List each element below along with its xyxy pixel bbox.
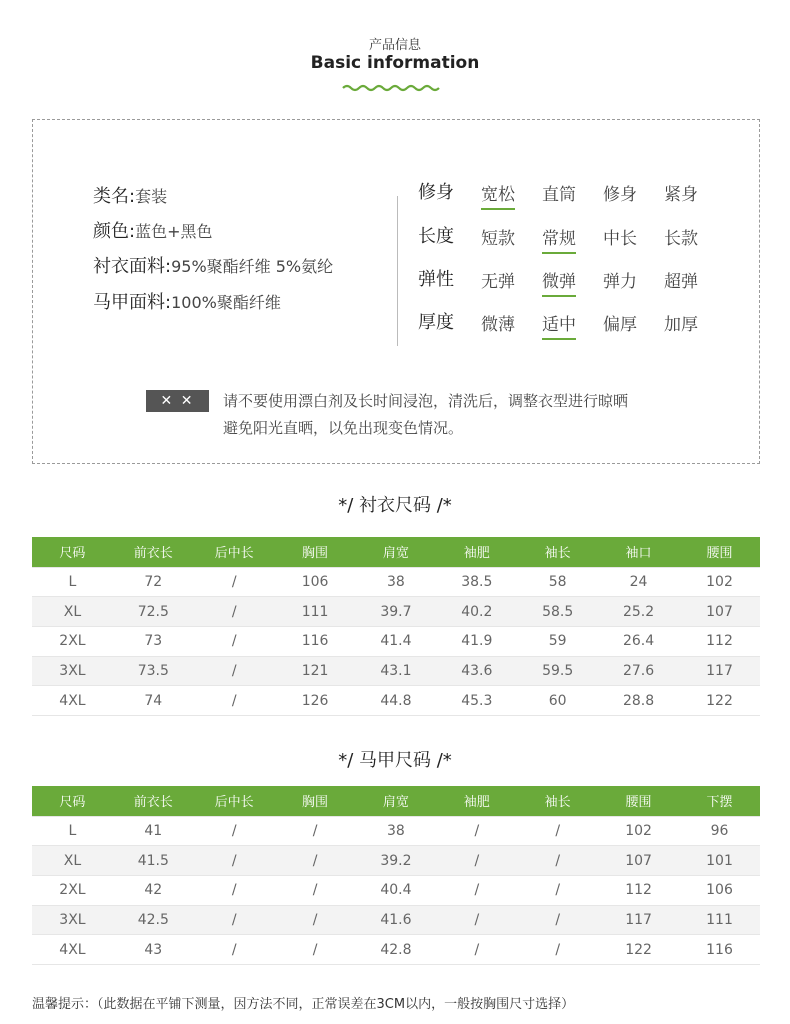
table-cell: 43.6: [436, 656, 517, 686]
column-header: 前衣长: [113, 786, 194, 816]
table-cell: /: [517, 816, 598, 846]
table-cell: /: [194, 905, 275, 935]
care-instruction-line-2: 避免阳光直晒，以免出现变色情况。: [223, 419, 464, 437]
table-cell: 107: [679, 597, 760, 627]
attr-value: 95%聚酯纤维 5%氨纶: [171, 257, 334, 276]
table-cell: XL: [32, 597, 113, 627]
care-instruction-line-1: 请不要使用漂白剂及长时间浸泡，清洗后，调整衣型进行晾晒: [223, 392, 629, 410]
table-cell: 2XL: [32, 875, 113, 905]
table-cell: /: [436, 935, 517, 965]
table-cell: /: [517, 905, 598, 935]
table-cell: 42.5: [113, 905, 194, 935]
table-cell: 28.8: [598, 686, 679, 716]
table-cell: 41.6: [356, 905, 437, 935]
section-header-en: Basic information: [310, 53, 480, 73]
property-option-selected: 适中: [542, 310, 576, 335]
table-cell: 96: [679, 816, 760, 846]
column-header: 袖长: [517, 537, 598, 567]
table-cell: 73: [113, 626, 194, 656]
attr-color: [93, 217, 213, 243]
table-cell: 2XL: [32, 626, 113, 656]
table-row: [32, 905, 760, 935]
table-cell: 43: [113, 935, 194, 965]
property-option: 直筒: [542, 185, 576, 205]
attr-key: 颜色:: [93, 221, 136, 242]
vest-size-table: [32, 786, 760, 965]
column-header: 后中长: [194, 786, 275, 816]
property-option: 弹力: [603, 272, 637, 292]
property-option: 加厚: [664, 315, 698, 335]
property-option-selected: 微弹: [542, 267, 576, 292]
section-header-cn: 产品信息: [368, 38, 421, 53]
table-cell: /: [436, 846, 517, 876]
table-cell: /: [194, 686, 275, 716]
table-cell: 122: [598, 935, 679, 965]
table-cell: /: [517, 875, 598, 905]
table-cell: 72: [113, 567, 194, 597]
property-option-selected: 宽松: [481, 180, 515, 205]
table-cell: 106: [679, 875, 760, 905]
column-header: 下摆: [679, 786, 760, 816]
table-cell: 41: [113, 816, 194, 846]
table-cell: /: [275, 816, 356, 846]
table-cell: 101: [679, 846, 760, 876]
column-header: 胸围: [275, 537, 356, 567]
table-cell: 3XL: [32, 905, 113, 935]
table-row: [32, 816, 760, 846]
property-label: 厚度: [418, 312, 454, 333]
table-cell: /: [517, 935, 598, 965]
table-row: [32, 626, 760, 656]
table-cell: /: [275, 846, 356, 876]
table-cell: /: [194, 816, 275, 846]
table-cell: 121: [275, 656, 356, 686]
table-cell: 116: [275, 626, 356, 656]
table-cell: 58: [517, 567, 598, 597]
table-cell: 43.1: [356, 656, 437, 686]
property-option: 无弹: [481, 272, 515, 292]
attr-key: 类名:: [93, 186, 136, 207]
table-cell: L: [32, 567, 113, 597]
table-cell: 42.8: [356, 935, 437, 965]
table-cell: /: [194, 875, 275, 905]
table-cell: 107: [598, 846, 679, 876]
column-header: 腰围: [598, 786, 679, 816]
table-cell: 38: [356, 816, 437, 846]
column-header: 胸围: [275, 786, 356, 816]
property-option: 微薄: [481, 315, 515, 335]
column-header: 腰围: [679, 537, 760, 567]
column-header: 肩宽: [356, 786, 437, 816]
table-cell: 122: [679, 686, 760, 716]
table-cell: /: [194, 626, 275, 656]
table-cell: 112: [598, 875, 679, 905]
table-cell: 25.2: [598, 597, 679, 627]
table-cell: 24: [598, 567, 679, 597]
table-cell: 59.5: [517, 656, 598, 686]
table-cell: 41.9: [436, 626, 517, 656]
table-row: [32, 875, 760, 905]
table-cell: 44.8: [356, 686, 437, 716]
product-info-panel: [32, 119, 760, 464]
table-row: [32, 846, 760, 876]
attr-key: 衬衣面料:: [93, 256, 172, 277]
attr-value: 蓝色+黑色: [135, 222, 213, 241]
table-row: [32, 656, 760, 686]
attr-value: 套装: [135, 187, 168, 206]
table-cell: /: [275, 875, 356, 905]
table-cell: 58.5: [517, 597, 598, 627]
measurement-note: 温馨提示：（此数据在平铺下测量，因方法不同，正常误差在3CM以内，一般按胸围尺寸选择）: [32, 997, 575, 1012]
column-header: 尺码: [32, 537, 113, 567]
table-cell: /: [194, 597, 275, 627]
table-cell: 116: [679, 935, 760, 965]
table-cell: 42: [113, 875, 194, 905]
attr-value: 100%聚酯纤维: [171, 293, 281, 312]
property-option: 修身: [603, 185, 637, 205]
table-cell: 38: [356, 567, 437, 597]
table-row: [32, 686, 760, 716]
table-cell: XL: [32, 846, 113, 876]
property-option-selected: 常规: [542, 224, 576, 249]
table-cell: 60: [517, 686, 598, 716]
table-cell: /: [275, 905, 356, 935]
column-header: 袖口: [598, 537, 679, 567]
table-cell: 45.3: [436, 686, 517, 716]
column-header: 尺码: [32, 786, 113, 816]
table-cell: 74: [113, 686, 194, 716]
table-cell: 41.4: [356, 626, 437, 656]
property-option: 中长: [603, 229, 637, 249]
table-cell: 73.5: [113, 656, 194, 686]
vest-size-title: */ 马甲尺码 /*: [338, 750, 452, 771]
table-cell: 27.6: [598, 656, 679, 686]
table-cell: 40.4: [356, 875, 437, 905]
column-header: 后中长: [194, 537, 275, 567]
property-label: 修身: [418, 182, 454, 203]
table-cell: 59: [517, 626, 598, 656]
table-cell: 26.4: [598, 626, 679, 656]
property-option: 紧身: [664, 185, 698, 205]
wave-decoration: [341, 82, 441, 92]
column-header: 袖长: [517, 786, 598, 816]
column-header: 肩宽: [356, 537, 437, 567]
attr-category: [93, 182, 167, 208]
table-cell: 38.5: [436, 567, 517, 597]
property-option: 短款: [481, 229, 515, 249]
column-header: 袖肥: [436, 537, 517, 567]
table-cell: /: [436, 905, 517, 935]
table-cell: /: [517, 846, 598, 876]
column-header: 袖肥: [436, 786, 517, 816]
table-cell: /: [194, 935, 275, 965]
table-cell: 39.2: [356, 846, 437, 876]
table-cell: 126: [275, 686, 356, 716]
table-cell: 4XL: [32, 686, 113, 716]
shirt-size-table: [32, 537, 760, 716]
table-header-row: [32, 786, 760, 816]
property-label: 弹性: [418, 269, 454, 290]
table-cell: 102: [679, 567, 760, 597]
table-cell: /: [194, 656, 275, 686]
table-cell: 111: [275, 597, 356, 627]
table-header-row: [32, 537, 760, 567]
table-cell: 106: [275, 567, 356, 597]
table-cell: /: [194, 567, 275, 597]
table-cell: L: [32, 816, 113, 846]
attr-shirt-fabric: [93, 252, 333, 278]
table-cell: 111: [679, 905, 760, 935]
shirt-size-title: */ 衬衣尺码 /*: [338, 495, 452, 516]
column-header: 前衣长: [113, 537, 194, 567]
table-cell: 4XL: [32, 935, 113, 965]
table-cell: 117: [679, 656, 760, 686]
care-warning-badge: ✕ ✕: [146, 390, 209, 412]
property-option: 长款: [664, 229, 698, 249]
attr-vest-fabric: [93, 288, 281, 314]
table-cell: 39.7: [356, 597, 437, 627]
table-cell: 102: [598, 816, 679, 846]
table-cell: 3XL: [32, 656, 113, 686]
attr-key: 马甲面料:: [93, 292, 172, 313]
table-cell: /: [436, 816, 517, 846]
table-row: [32, 935, 760, 965]
table-cell: /: [275, 935, 356, 965]
property-option: 超弹: [664, 272, 698, 292]
vertical-divider: [397, 196, 398, 346]
property-label: 长度: [418, 226, 454, 247]
table-cell: /: [194, 846, 275, 876]
table-row: [32, 567, 760, 597]
table-cell: 112: [679, 626, 760, 656]
table-cell: 41.5: [113, 846, 194, 876]
table-cell: 40.2: [436, 597, 517, 627]
table-row: [32, 597, 760, 627]
table-cell: /: [436, 875, 517, 905]
property-option: 偏厚: [603, 315, 637, 335]
table-cell: 72.5: [113, 597, 194, 627]
table-cell: 117: [598, 905, 679, 935]
